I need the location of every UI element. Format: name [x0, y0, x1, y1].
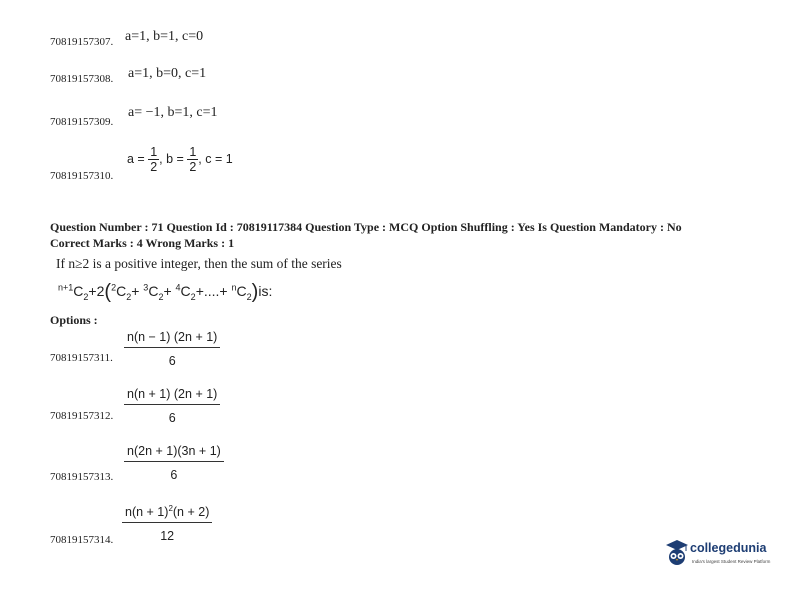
series-sub: 2 [158, 291, 164, 302]
option-fraction [124, 444, 224, 482]
series-sub: 2 [190, 291, 196, 302]
question-header: Question Number : 71 Question Id : 70819117384 Question Type : MCQ Option Shuffling : Yes Is Question Mandatory : No [50, 220, 682, 234]
option-id: 70819157311. [50, 352, 113, 364]
numerator-sup: 2 [168, 504, 173, 513]
c-label: , c = 1 [198, 151, 233, 166]
question-marks: Correct Marks : 4 Wrong Marks : 1 [50, 236, 235, 250]
a-label: a = [127, 151, 145, 166]
b-label: , b = [159, 151, 184, 166]
option-answer: a=1, b=0, c=1 [128, 66, 207, 81]
collegedunia-logo [664, 539, 774, 573]
option-denominator: 6 [170, 468, 178, 482]
option-id: 70819157312. [50, 410, 114, 422]
option-fraction [122, 504, 212, 543]
option-id: 70819157309. [50, 116, 114, 128]
series-sup-n: n [231, 282, 237, 293]
graduate-owl-icon [664, 539, 690, 569]
option-answer-fraction [127, 145, 233, 174]
series-dots: +....+ [195, 283, 232, 299]
option-numerator: n(2n + 1)(3n + 1) [124, 444, 224, 462]
option-fraction [124, 387, 220, 425]
series-sub: 2 [246, 291, 252, 302]
series-paren-close: ) [251, 281, 259, 303]
option-fraction [124, 330, 220, 368]
option-numerator: n(n − 1) (2n + 1) [124, 330, 220, 348]
fraction-a-num: 1 [150, 145, 158, 159]
option-id: 70819157307. [50, 36, 114, 48]
series-sub: 2 [126, 291, 132, 302]
numerator-base: n(n + 1) [125, 505, 169, 520]
series-mid: +2 [88, 283, 105, 299]
series-sup-n1: n+1 [58, 282, 74, 293]
option-id: 70819157308. [50, 73, 114, 85]
series-c: C [236, 283, 247, 299]
option-id: 70819157313. [50, 471, 114, 483]
option-answer: a=1, b=1, c=0 [125, 29, 204, 44]
fraction-b [187, 145, 198, 174]
series-c: C [148, 283, 159, 299]
series-sup-4: 4 [175, 282, 181, 293]
fraction-a-den: 2 [150, 160, 158, 174]
fraction-a [148, 145, 159, 174]
logo-name: collegedunia [690, 541, 767, 555]
series-tail: is: [258, 283, 273, 299]
option-numerator: n(n + 1) (2n + 1) [124, 387, 220, 405]
options-label: Options : [50, 313, 98, 327]
option-numerator [122, 504, 212, 523]
question-text: If n≥2 is a positive integer, then the sum of the series [56, 256, 342, 271]
option-denominator: 6 [168, 354, 176, 368]
series-sub: 2 [83, 291, 89, 302]
fraction-b-num: 1 [189, 145, 197, 159]
option-denominator: 12 [160, 529, 175, 544]
option-id: 70819157314. [50, 534, 114, 546]
series-sup-3: 3 [143, 282, 149, 293]
series-c: C [116, 283, 127, 299]
numerator-tail: (n + 2) [172, 505, 210, 520]
series-c: C [180, 283, 191, 299]
series-sup-2: 2 [111, 282, 117, 293]
option-denominator: 6 [168, 411, 176, 425]
option-answer: a= −1, b=1, c=1 [128, 105, 218, 120]
series-c: C [73, 283, 84, 299]
question-series: $^{n+1}C_2+2(^2C_2+ ^3C_2+ ^4C_2+....+ ^nC_2)is$: [58, 281, 273, 303]
option-id: 70819157310. [50, 170, 114, 182]
logo-tagline: India's largest Student Review Platform [692, 559, 771, 564]
series-paren-open: ( [104, 281, 112, 303]
fraction-b-den: 2 [189, 160, 197, 174]
